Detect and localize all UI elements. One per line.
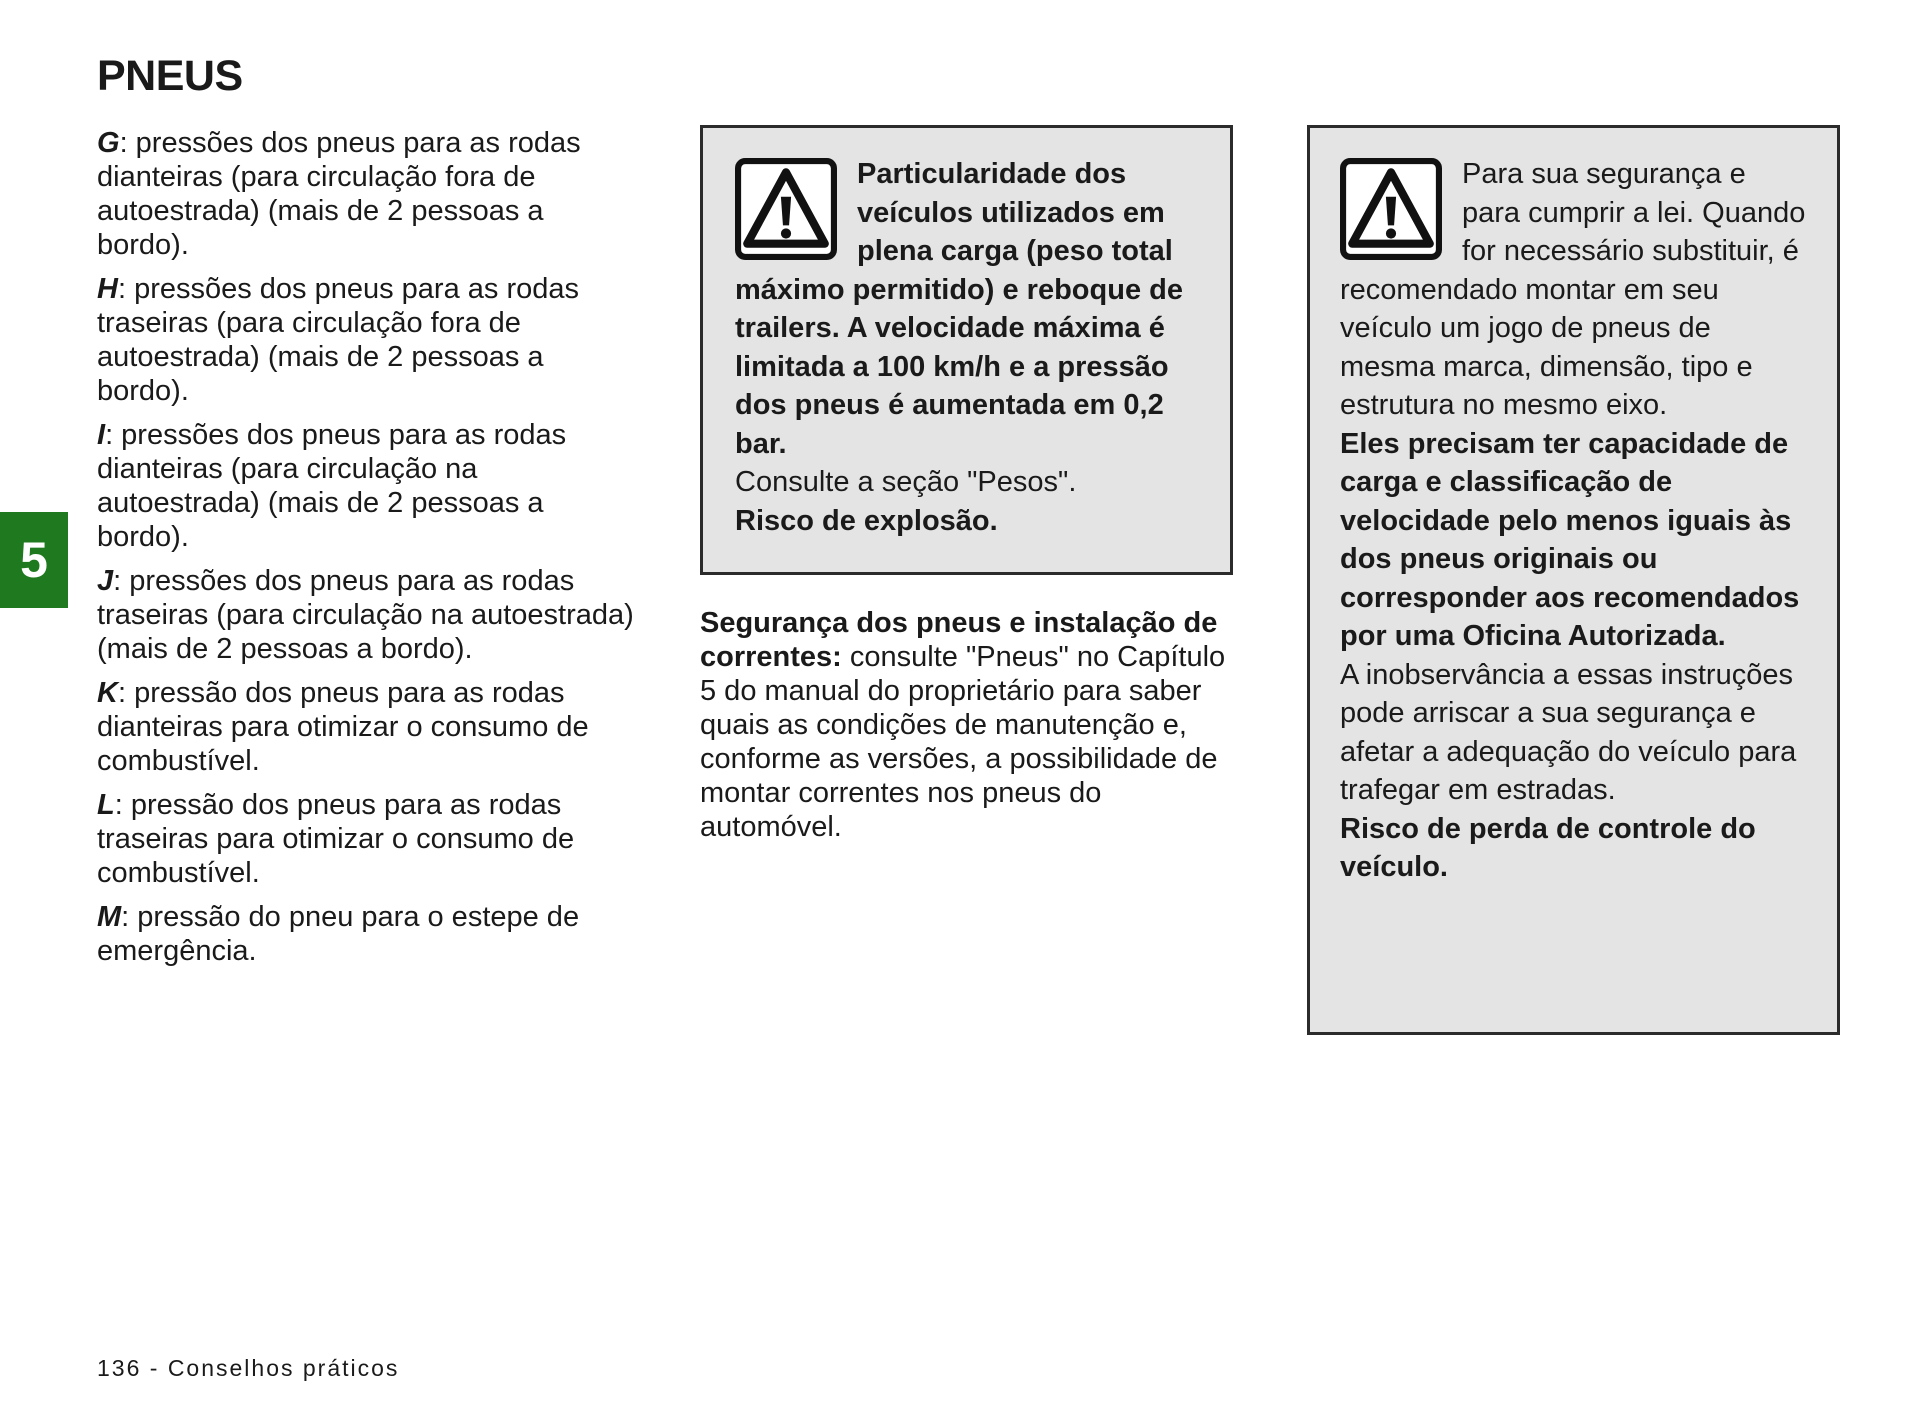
- pressure-key: J: [97, 565, 114, 597]
- warning-box-load: [700, 125, 1233, 575]
- safety-text: consulte "Pneus" no Capítulo 5 do manual do proprietário para saber quais as condições de manutenção e, conforme as versões, a possibilidade de montar correntes nos pneus do automóvel.: [700, 641, 1226, 843]
- pressure-desc: : pressão do pneu para o estepe de emergência.: [97, 901, 580, 967]
- pressure-desc: : pressão dos pneus para as rodas traseiras para otimizar o consumo de combustível.: [97, 789, 575, 889]
- pressure-desc: : pressões dos pneus para as rodas traseiras (para circulação na autoestrada) (mais de 2 pessoas a bordo).: [97, 565, 634, 665]
- warning-note: Consulte a seção "Pesos".: [735, 466, 1077, 498]
- list-item: [97, 272, 637, 408]
- pressure-desc: : pressão dos pneus para as rodas dianteiras para otimizar o consumo de combustível.: [97, 677, 589, 777]
- safety-paragraph: [700, 606, 1245, 844]
- chapter-tab: 5: [0, 512, 68, 608]
- warning-triangle-icon: [1340, 158, 1442, 260]
- pressure-key: M: [97, 901, 122, 933]
- pressure-key: G: [97, 127, 120, 159]
- list-item: [97, 418, 637, 554]
- warning-bold-text: Particularidade dos veículos utilizados em plena carga (peso total máximo permitido) e reboque de trailers. A velocidade máxima é limitada a 100 km/h e a pressão dos pneus é aumentada em 0,2 bar.: [735, 158, 1183, 460]
- list-item: [97, 788, 637, 890]
- page-footer: 136 - Conselhos práticos: [97, 1355, 400, 1381]
- pressure-desc: : pressões dos pneus para as rodas dianteiras (para circulação fora de autoestrada) (mais de 2 pessoas a bordo).: [97, 127, 581, 261]
- list-item: [97, 126, 637, 262]
- pressure-key: H: [97, 273, 118, 305]
- pressure-desc: : pressões dos pneus para as rodas traseiras (para circulação fora de autoestrada) (mais de 2 pessoas a bordo).: [97, 273, 580, 407]
- pressure-list: [97, 126, 637, 978]
- pressure-desc: : pressões dos pneus para as rodas dianteiras (para circulação na autoestrada) (mais de 2 pessoas a bordo).: [97, 419, 567, 553]
- warning-note: A inobservância a essas instruções pode arriscar a sua segurança e afetar a adequação do veículo para trafegar em estradas.: [1340, 658, 1797, 806]
- pressure-key: K: [97, 677, 118, 709]
- pressure-key: L: [97, 789, 115, 821]
- safety-lead: Segurança dos pneus e instalação de correntes:: [700, 607, 1218, 673]
- list-item: [97, 676, 637, 778]
- warning-bold-text: Eles precisam ter capacidade de carga e classificação de velocidade pelo menos iguais às dos pneus originais ou corresponder aos recomendados por uma Oficina Autorizada.: [1340, 427, 1800, 652]
- warning-intro: Para sua segurança e para cumprir a lei. Quando for necessário substituir, é recomendado montar em seu veículo um jogo de pneus de mesma marca, dimensão, tipo e estrutura no mesmo eixo.: [1340, 158, 1806, 421]
- warning-risk: Risco de perda de controle do veículo.: [1340, 812, 1756, 883]
- warning-risk: Risco de explosão.: [735, 504, 998, 537]
- page-title: PNEUS: [97, 52, 243, 100]
- warning-box-replacement: [1307, 125, 1840, 1035]
- list-item: [97, 564, 637, 666]
- pressure-key: I: [97, 419, 106, 451]
- safety-section: [700, 606, 1245, 844]
- warning-triangle-icon: [735, 158, 837, 260]
- list-item: [97, 900, 637, 968]
